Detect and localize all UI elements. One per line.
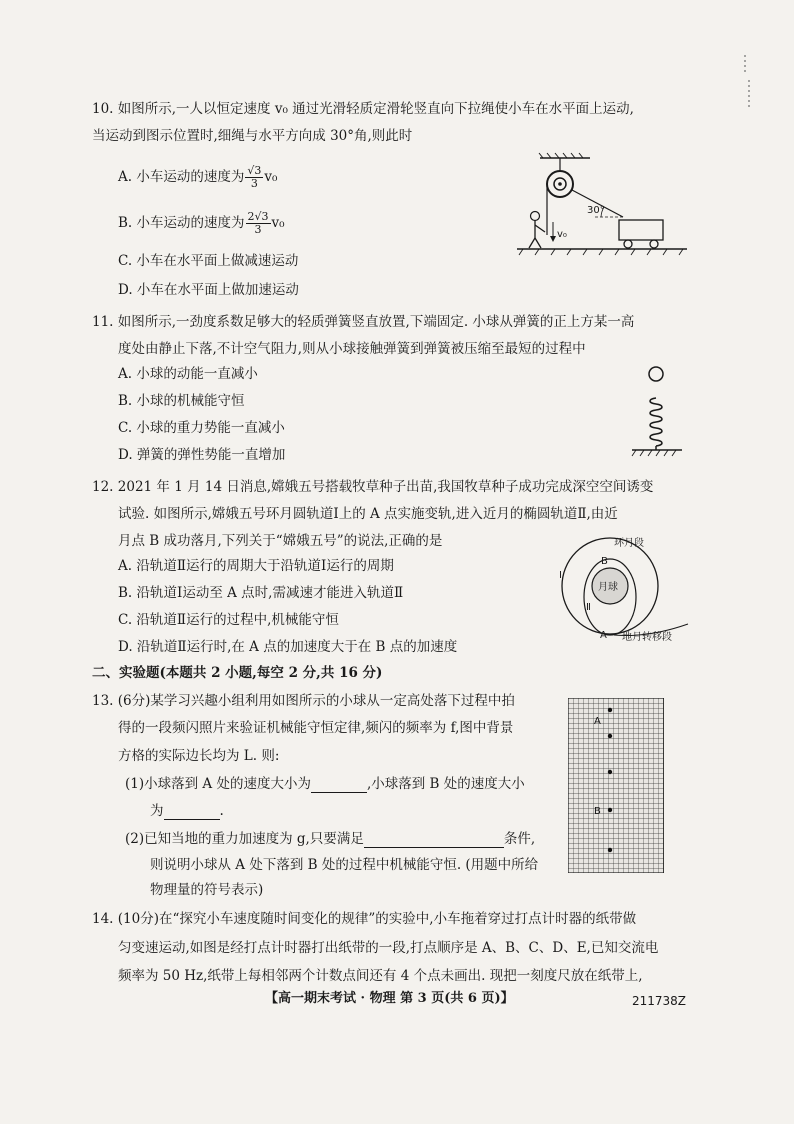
q11-stem-line2: 度处由静止下落,不计空气阻力,则从小球接触弹簧到弹簧被压缩至最短的过程中 (118, 341, 586, 357)
q10-option-b-numerator: 2√3 (247, 210, 269, 223)
q10-velocity-label: v₀ (557, 229, 567, 240)
q10-option-b-text: B. 小车运动的速度为 (118, 215, 245, 231)
q10-stem-line2: 当运动到图示位置时,细绳与水平方向成 30°角,则此时 (92, 128, 413, 144)
q13-sub2-line2: 则说明小球从 A 处下落到 B 处的过程中机械能守恒. (用题中所给 (150, 857, 539, 873)
q13-stem-line1: 13. (6分)某学习兴趣小组利用如图所示的小球从一定高处落下过程中拍 (92, 693, 515, 709)
q10-pulley-figure (515, 150, 695, 262)
margin-marks (742, 55, 752, 115)
q11-option-a: A. 小球的动能一直减小 (118, 366, 258, 382)
q12-option-d: D. 沿轨道Ⅱ运行时,在 A 点的加速度大于在 B 点的加速度 (118, 639, 458, 655)
q10-option-b (118, 211, 285, 236)
q12-orbit-i-label: Ⅰ (559, 570, 562, 581)
q12-orbit-figure (548, 534, 696, 646)
q12-point-b-label: B (601, 556, 608, 567)
q11-option-d: D. 弹簧的弹性势能一直增加 (118, 447, 286, 463)
q12-stem-line2: 试验. 如图所示,嫦娥五号环月圆轨道Ⅰ上的 A 点实施变轨,进入近月的椭圆轨道Ⅱ,由近 (118, 506, 618, 522)
section-2-title: 二、实验题(本题共 2 小题,每空 2 分,共 16 分) (92, 665, 383, 681)
q12-point-a-label: A (600, 630, 607, 641)
q12-option-b: B. 沿轨道Ⅰ运动至 A 点时,需减速才能进入轨道Ⅱ (118, 585, 404, 601)
q10-angle-label: 30° (587, 205, 605, 216)
q13-stem-line2: 得的一段频闪照片来验证机械能守恒定律,频闪的频率为 f,图中背景 (118, 720, 514, 736)
q11-spring-figure (628, 362, 686, 462)
q10-option-a-numerator: √3 (247, 164, 262, 177)
q13-sub2-line3: 物理量的符号表示) (150, 882, 264, 898)
q12-orbit-ii-label: Ⅱ (586, 602, 591, 613)
q10-option-b-denominator: 3 (254, 223, 262, 236)
q10-option-a (118, 165, 277, 190)
q13-subquestion-1 (125, 775, 525, 793)
q13-sub2-text-a: (2)已知当地的重力加速度为 g,只要满足 (125, 831, 364, 847)
q11-stem-line1: 11. 如图所示,一劲度系数足够大的轻质弹簧竖直放置,下端固定. 小球从弹簧的正上方某一高 (92, 314, 635, 330)
q10-option-b-fraction (246, 211, 271, 236)
q10-stem-line1: 10. 如图所示,一人以恒定速度 v₀ 通过光滑轻质定滑轮竖直向下拉绳使小车在水平面上运动, (92, 101, 634, 117)
q13-strobe-grid-figure (568, 698, 664, 873)
q13-blank-velocity-a[interactable] (311, 778, 367, 793)
q10-option-b-unit: v₀ (271, 215, 285, 231)
q12-moon-label: 月球 (598, 582, 618, 593)
q10-option-a-denominator: 3 (250, 177, 258, 190)
q12-bottom-caption: 地月转移段 (622, 632, 672, 643)
q13-stem-line3: 方格的实际边长均为 L. 则: (118, 748, 280, 764)
q12-stem-line1: 12. 2021 年 1 月 14 日消息,嫦娥五号搭载牧草种子出苗,我国牧草种子成功完成深空空间诱变 (92, 479, 654, 495)
q10-option-a-unit: v₀ (264, 169, 278, 185)
q13-sub1-text-b: ,小球落到 B 处的速度大小 (366, 776, 525, 792)
q10-option-c: C. 小车在水平面上做减速运动 (118, 253, 299, 269)
q13-point-a-label: A (594, 716, 601, 727)
q12-option-c: C. 沿轨道Ⅱ运行的过程中,机械能守恒 (118, 612, 339, 628)
q13-blank-condition[interactable] (364, 833, 504, 848)
q13-sub2-text-b: 条件, (503, 831, 536, 847)
q14-stem-line1: 14. (10分)在“探究小车速度随时间变化的规律”的实验中,小车拖着穿过打点计时器的纸带做 (92, 911, 637, 927)
q12-stem-line3: 月点 B 成功落月,下列关于“嫦娥五号”的说法,正确的是 (118, 533, 443, 549)
q14-stem-line3: 频率为 50 Hz,纸带上每相邻两个计数点间还有 4 个点未画出. 现把一刻度尺放在纸带上, (118, 968, 643, 984)
q14-stem-line2: 匀变速运动,如图是经打点计时器打出纸带的一段,打点顺序是 A、B、C、D、E,已知交流电 (118, 940, 659, 956)
q13-sub1-text-c: 为 (150, 803, 164, 819)
q13-subquestion-2 (125, 830, 535, 848)
q10-option-d: D. 小车在水平面上做加速运动 (118, 282, 299, 298)
q13-subquestion-1-cont (150, 802, 224, 820)
q13-sub1-text-d: . (219, 803, 224, 819)
q13-sub1-text-a: (1)小球落到 A 处的速度大小为 (125, 776, 311, 792)
q11-option-c: C. 小球的重力势能一直减小 (118, 420, 285, 436)
q13-blank-velocity-b[interactable] (164, 805, 220, 820)
q13-point-b-label: B (594, 806, 601, 817)
q12-option-a: A. 沿轨道Ⅱ运行的周期大于沿轨道Ⅰ运行的周期 (118, 558, 394, 574)
q12-top-caption: 环月段 (614, 538, 644, 549)
exam-code: 211738Z (632, 994, 687, 1008)
q11-option-b: B. 小球的机械能守恒 (118, 393, 245, 409)
page-footer: 【高一期末考试 · 物理 第 3 页(共 6 页)】 (265, 991, 514, 1006)
q10-option-a-fraction (245, 165, 263, 190)
q10-option-a-text: A. 小车运动的速度为 (118, 169, 245, 185)
